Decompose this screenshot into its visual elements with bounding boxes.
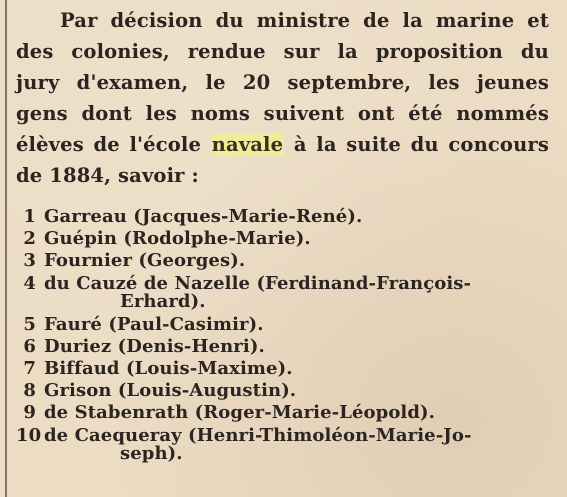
list-item-continuation: Erhard). (120, 290, 206, 312)
paragraph-line-1: Par décision du ministre de la marine et (60, 9, 549, 32)
column-divider (5, 0, 7, 497)
paragraph-line-4: gens dont les noms suivent ont été nommés (16, 102, 549, 125)
list-item-number: 8 (23, 380, 36, 402)
list-item (16, 230, 311, 248)
list-item-number: 2 (23, 228, 36, 250)
list-item-continuation: seph). (120, 442, 183, 464)
list-item (16, 272, 472, 294)
list-item-text: de Caequeray (Henri-Thimoléon-Marie-Jo- (44, 424, 472, 446)
list-item-text: Fournier (Georges). (44, 250, 246, 272)
list-item-text: Guépin (Rodolphe-Marie). (44, 228, 311, 250)
list-item (16, 208, 362, 226)
highlighted-word: navale (211, 133, 284, 156)
list-item-text: du Cauzé de Nazelle (Ferdinand-François- (44, 272, 472, 294)
list-item-text: Biffaud (Louis-Maxime). (44, 358, 293, 380)
line5-before: élèves de l'école (16, 133, 202, 156)
paragraph-line-3: jury d'examen, le 20 septembre, les jeunes (16, 71, 549, 94)
list-item (16, 424, 472, 446)
list-item-number: 1 (23, 206, 36, 227)
list-item-text: Garreau (Jacques-Marie-René). (44, 206, 363, 227)
list-item-number: 4 (23, 272, 36, 294)
list-item (16, 335, 265, 357)
list-item-text: Duriez (Denis-Henri). (44, 335, 265, 357)
paragraph-line-2: des colonies, rendue sur la proposition du (16, 40, 549, 63)
list-item (16, 404, 435, 422)
list-item-number: 10 (16, 424, 42, 446)
list-item-number: 5 (23, 313, 36, 335)
list-item-number: 3 (23, 250, 36, 272)
list-item-number: 9 (23, 402, 36, 424)
list-item-text: Grison (Louis-Augustin). (44, 380, 297, 402)
list-item (16, 313, 264, 335)
line5-after: à la suite du concours (293, 133, 549, 156)
paragraph-line-5 (16, 135, 549, 155)
list-item (16, 360, 293, 378)
list-item (16, 252, 245, 270)
list-item-number: 7 (23, 358, 36, 380)
list-item-number: 6 (23, 335, 36, 357)
list-item (16, 382, 296, 400)
paragraph-line-6: de 1884, savoir : (16, 164, 199, 187)
list-item-text: Fauré (Paul-Casimir). (44, 313, 264, 335)
list-item-text: de Stabenrath (Roger-Marie-Léopold). (44, 402, 436, 424)
